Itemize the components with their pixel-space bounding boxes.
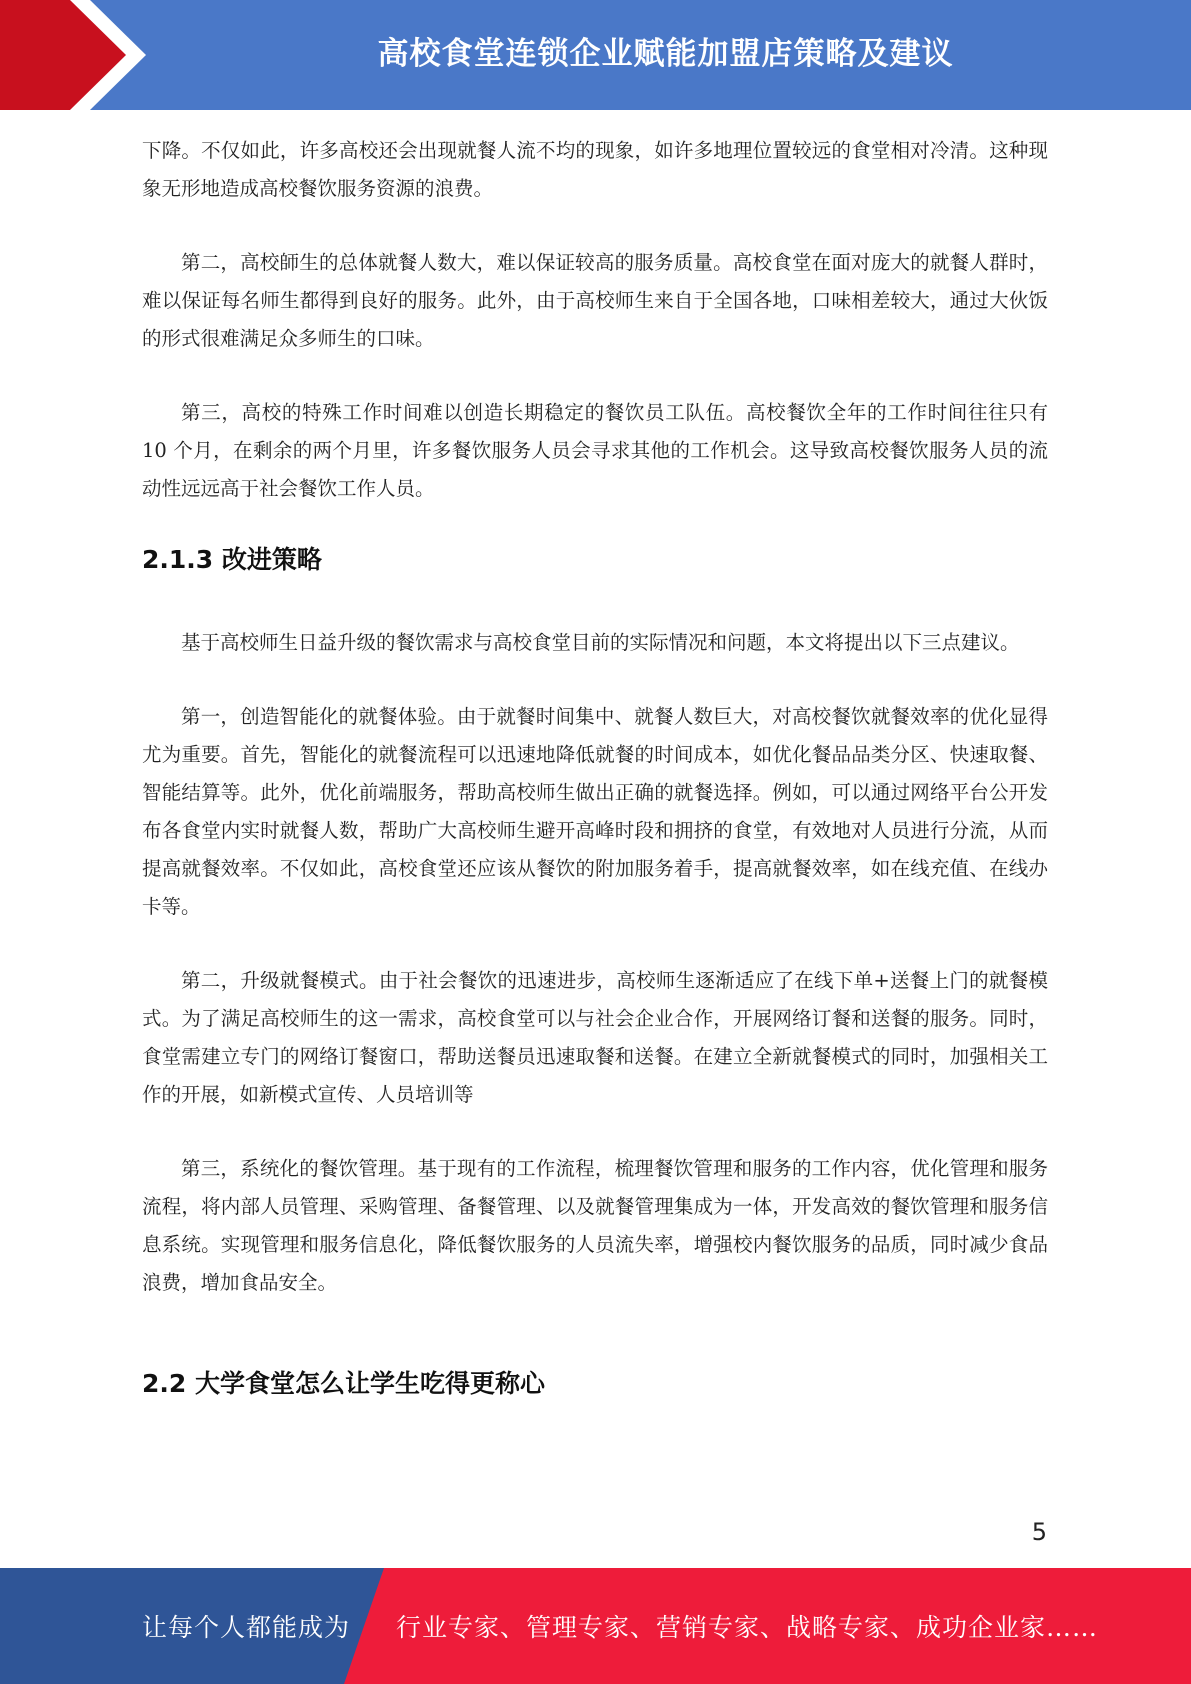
footer-slogan-left: 让每个人都能成为 [142,1613,351,1642]
paragraph-strategy-third: 第三，系统化的餐饮管理。基于现有的工作流程，梳理餐饮管理和服务的工作内容，优化管理和服务流程，将内部人员管理、采购管理、备餐管理、以及就餐管理集成为一体，开发高效的餐饮管理和服务信息系统。实现管理和服务信息化，降低餐饮服务的人员流失率，增强校内餐饮服务的品质，同时减少食品浪费，增加食品安全。 [142,1157,1048,1294]
document-body [142,132,1048,1404]
section-heading-2-2: 2.2 大学食堂怎么让学生吃得更称心 [142,1369,545,1398]
paragraph-third-problem: 第三，高校的特殊工作时间难以创造长期稳定的餐饮员工队伍。高校餐饮全年的工作时间往往只有 10 个月，在剩余的两个月里，许多餐饮服务人员会寻求其他的工作机会。这导致高校餐饮服务人员的流动性远远高于社会餐饮工作人员。 [142,401,1048,500]
paragraph-second-problem: 第二，高校師生的总体就餐人数大，难以保证较高的服务质量。高校食堂在面对庞大的就餐人群时，难以保证每名师生都得到良好的服务。此外，由于高校师生来自于全国各地，口味相差较大，通过大伙饭的形式很难满足众多师生的口味。 [142,251,1048,350]
paragraph-strategy-first: 第一，创造智能化的就餐体验。由于就餐时间集中、就餐人数巨大，对高校餐饮就餐效率的优化显得尤为重要。首先，智能化的就餐流程可以迅速地降低就餐的时间成本，如优化餐品品类分区、快速取餐、智能结算等。此外，优化前端服务，帮助高校师生做出正确的就餐选择。例如，可以通过网络平台公开发布各食堂内实时就餐人数，帮助广大高校师生避开高峰时段和拥挤的食堂，有效地对人员进行分流，从而提高就餐效率。不仅如此，高校食堂还应该从餐饮的附加服务着手，提高就餐效率，如在线充值、在线办卡等。 [142,705,1048,918]
page-footer [0,1568,1191,1684]
paragraph-strategy-intro: 基于高校师生日益升级的餐饮需求与高校食堂目前的实际情况和问题，本文将提出以下三点建议。 [181,631,1020,654]
paragraph-continuation: 下降。不仅如此，许多高校还会出现就餐人流不均的现象，如许多地理位置较远的食堂相对冷清。这种现象无形地造成高校餐饮服务资源的浪费。 [142,139,1048,200]
header-arrow-decoration [0,0,160,110]
footer-slogan-right: 行业专家、管理专家、营销专家、战略专家、成功企业家…… [396,1613,1099,1642]
section-heading-2-1-3: 2.1.3 改进策略 [142,545,322,574]
header-title: 高校食堂连锁企业赋能加盟店策略及建议 [377,35,954,72]
page-header [0,0,1191,110]
paragraph-strategy-second: 第二，升级就餐模式。由于社会餐饮的迅速进步，高校师生逐渐适应了在线下单+送餐上门的就餐模式。为了满足高校师生的这一需求，高校食堂可以与社会企业合作，开展网络订餐和送餐的服务。同时，食堂需建立专门的网络订餐窗口，帮助送餐员迅速取餐和送餐。在建立全新就餐模式的同时，加强相关工作的开展，如新模式宣传、人员培训等 [142,969,1048,1106]
page-number: 5 [1031,1518,1047,1546]
